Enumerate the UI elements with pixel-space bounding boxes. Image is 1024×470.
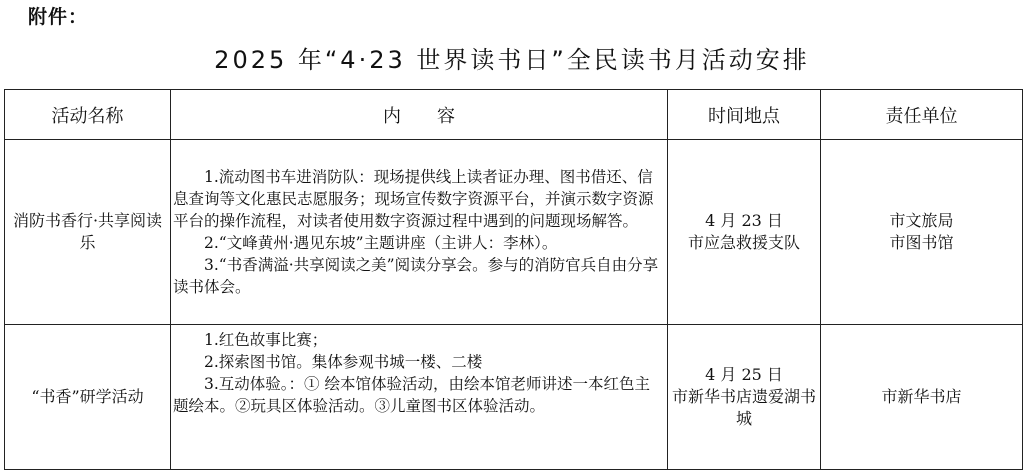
table-header-row	[5, 90, 1023, 140]
activity-name-cell: 消防书香行·共享阅读乐	[5, 140, 171, 325]
time-place-cell: 4 月 25 日 市新华书店遗爱湖书城	[668, 325, 821, 470]
content-cell: 1.红色故事比赛； 2.探索图书馆。集体参观书城一楼、二楼 3.互动体验。：① 绘本馆体验活动，由绘本馆老师讲述一本红色主题绘本。②玩具区体验活动。③儿童图书区体验活动。	[171, 325, 668, 470]
header-time-place: 时间地点	[668, 90, 821, 140]
header-responsible-unit: 责任单位	[821, 90, 1023, 140]
activity-name-cell: “书香”研学活动	[5, 325, 171, 470]
table-row	[5, 325, 1023, 470]
activity-table	[4, 89, 1023, 470]
responsible-unit-cell: 市新华书店	[821, 325, 1023, 470]
time-place-cell: 4 月 23 日 市应急救援支队	[668, 140, 821, 325]
page-title: 2025 年“4·23 世界读书日”全民读书月活动安排	[214, 46, 810, 74]
responsible-unit-cell: 市文旅局 市图书馆	[821, 140, 1023, 325]
content-cell: 1.流动图书车进消防队：现场提供线上读者证办理、图书借还、信息查询等文化惠民志愿服务；现场宣传数字资源平台，并演示数字资源平台的操作流程，对读者使用数字资源过程中遇到的问题现场解答。 2.“文峰黄州·遇见东坡”主题讲座（主讲人：李林）。 3.“书香满溢·共享阅读之美”阅读分享会。参与的消防官兵自由分享读书体会。	[171, 140, 668, 325]
table-row	[5, 140, 1023, 325]
header-activity-name: 活动名称	[5, 90, 171, 140]
attachment-label: 附件：	[28, 6, 89, 28]
header-content: 内 容	[171, 90, 668, 140]
